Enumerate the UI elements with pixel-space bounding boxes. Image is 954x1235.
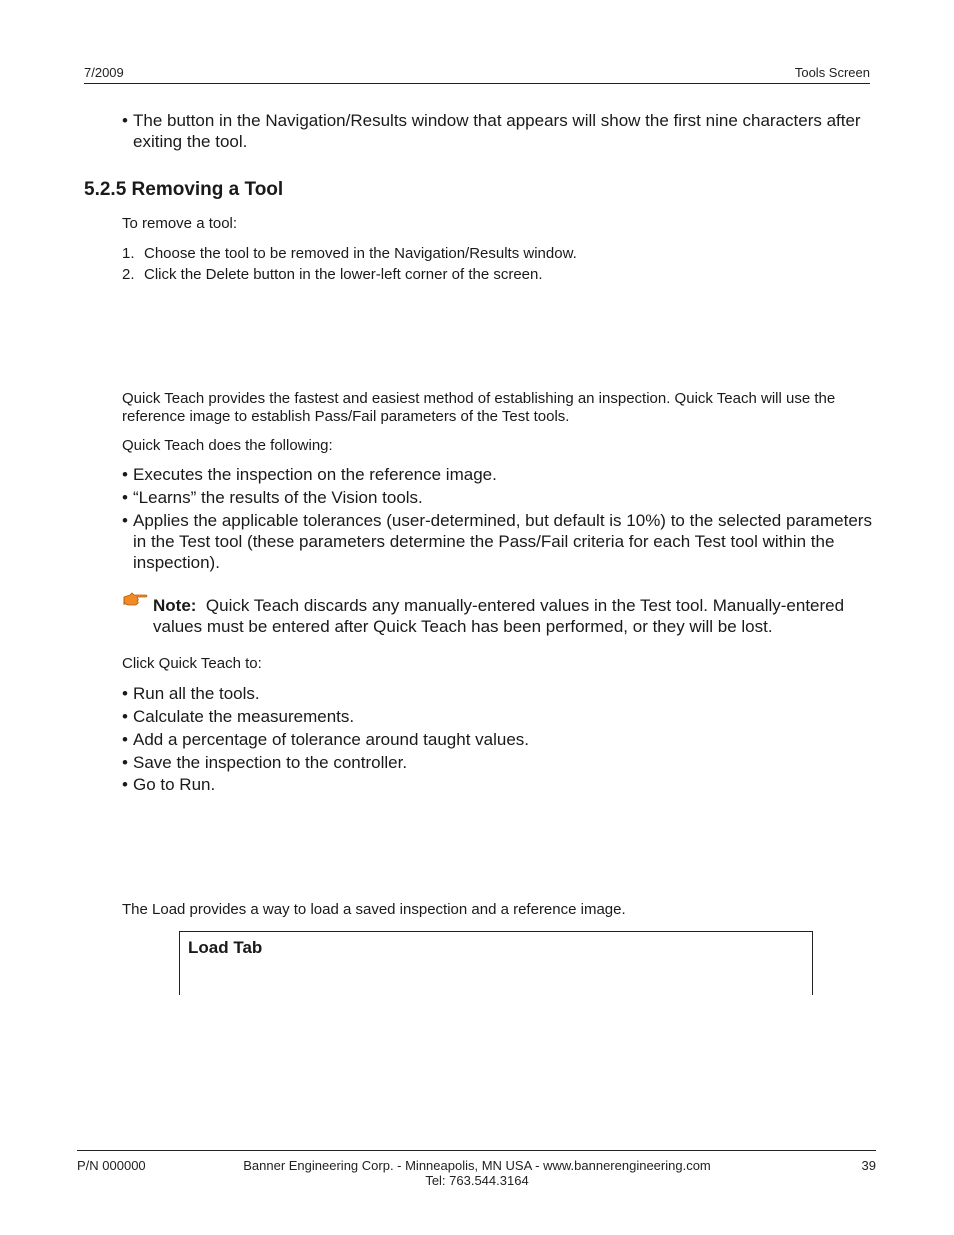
removing-step-1: 1. Choose the tool to be removed in the Navigation/Results window. [122,245,577,262]
footer-rule [77,1150,876,1151]
intro-bullet: • The button in the Navigation/Results window that appears will show the first nine characters after exiting the tool. [122,111,861,151]
quick-teach-does-lead: Quick Teach does the following: [122,437,333,454]
footer-tel: Tel: 763.544.3164 [425,1173,529,1188]
note-block [153,595,873,637]
header-rule [84,83,870,84]
removing-step-2: 2. Click the Delete button in the lower-left corner of the screen. [122,266,543,283]
click-item-3: • Add a percentage of tolerance around taught values. [122,730,530,749]
click-item-4: • Save the inspection to the controller. [122,753,408,772]
footer-page-number: 39 [861,1158,876,1173]
quick-teach-paragraph: Quick Teach provides the fastest and easiest method of establishing an inspection. Quick Teach will use the reference image to establish Pass/Fail parameters of the Test tools. [122,390,836,425]
load-tab-table-header: Load Tab [188,938,263,957]
click-item-1: • Run all the tools. [122,684,260,703]
does-item-2: • “Learns” the results of the Vision tools. [122,488,423,507]
pointing-hand-icon [122,591,148,607]
click-item-5: • Go to Run. [122,775,216,794]
removing-lead: To remove a tool: [122,215,238,232]
click-item-2: • Calculate the measurements. [122,707,355,726]
header-date: 7/2009 [84,65,124,80]
load-paragraph: The Load provides a way to load a saved inspection and a reference image. [122,901,626,918]
footer-part-number: P/N 000000 [77,1158,146,1173]
note-label: Note: [153,596,197,615]
footer-company: Banner Engineering Corp. - Minneapolis, MN USA - www.bannerengineering.com [243,1158,711,1173]
click-lead: Click Quick Teach to: [122,655,262,672]
section-heading-removing: 5.2.5 Removing a Tool [84,179,284,200]
does-item-1: • Executes the inspection on the reference image. [122,465,497,484]
does-item-3: • Applies the applicable tolerances (user-determined, but default is 10%) to the selected parameters in the Test tool (these parameters determine the Pass/Fail criteria for each Test tool within the inspection). [122,511,872,572]
note-text: Quick Teach discards any manually-entered values in the Test tool. Manually-entered values must be entered after Quick Teach has been performed, or they will be lost. [153,596,845,636]
load-tab-table [179,931,813,995]
header-section: Tools Screen [794,65,870,80]
